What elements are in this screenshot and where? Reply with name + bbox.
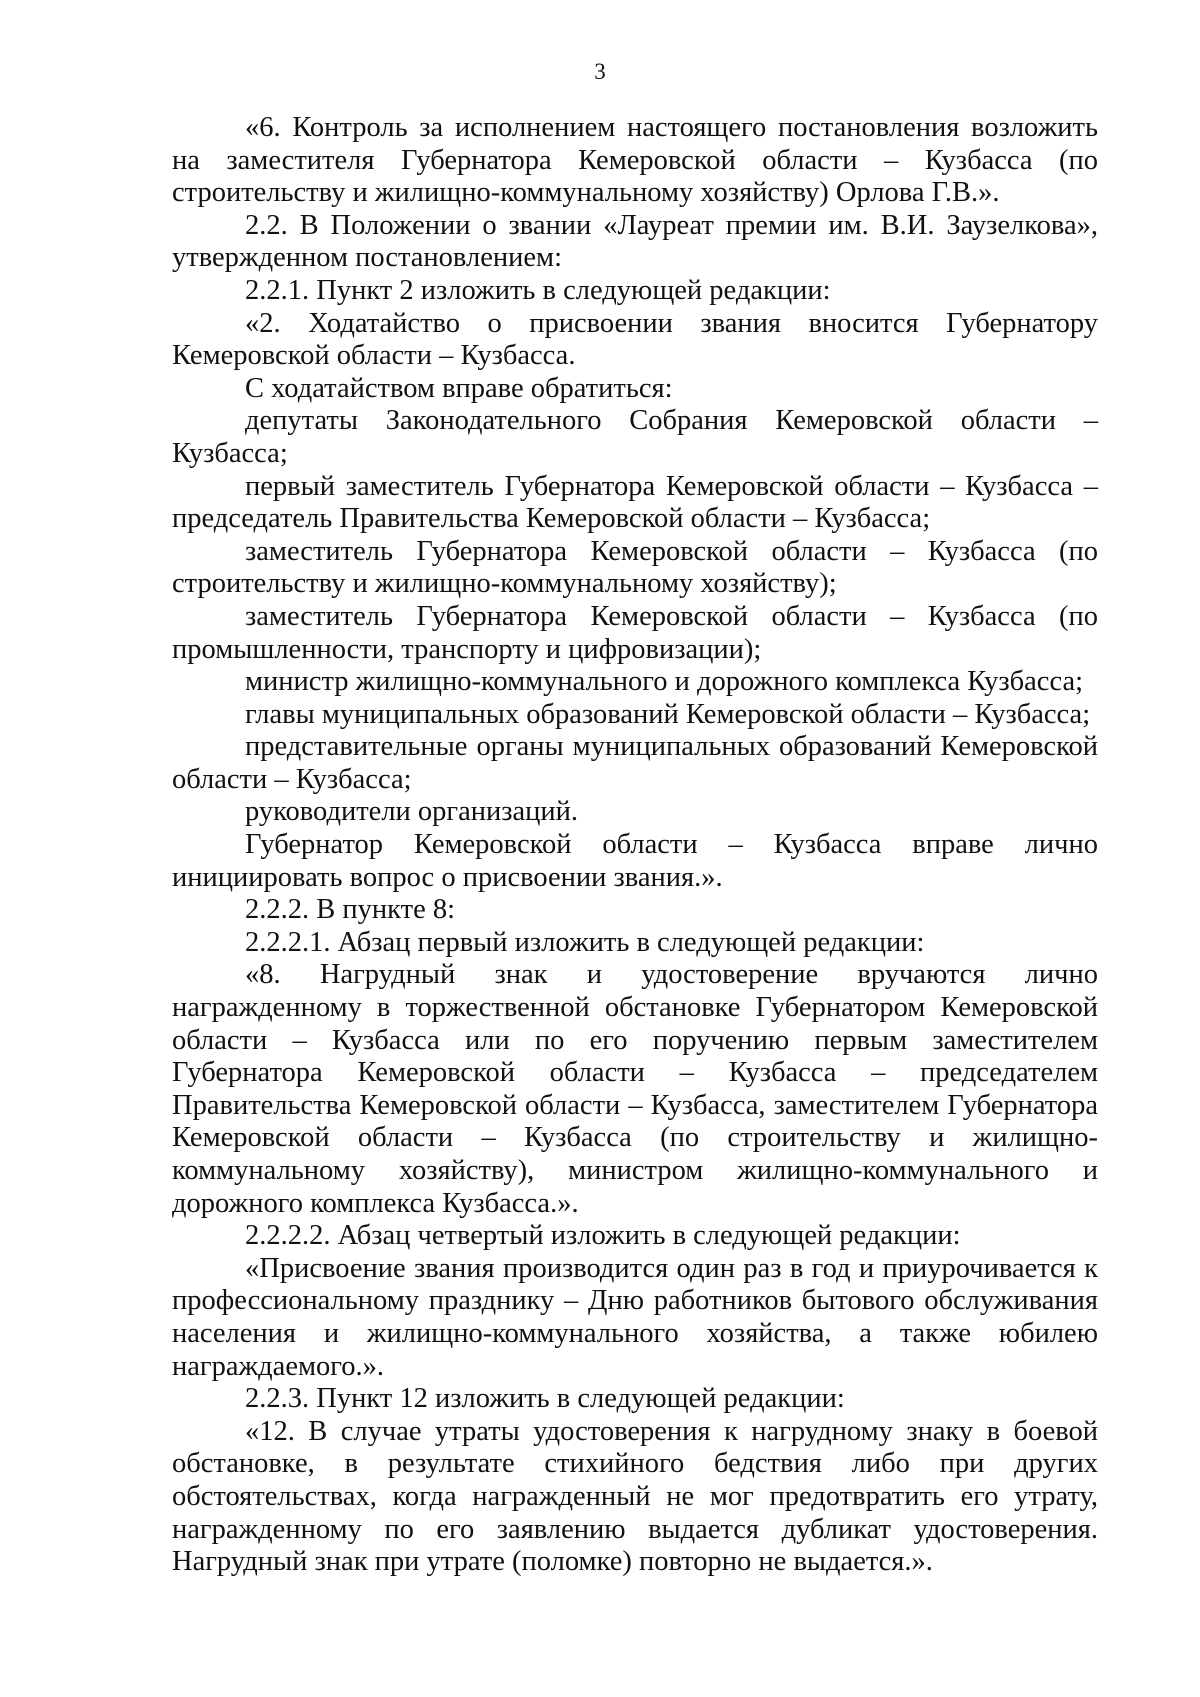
document-body (172, 112, 1098, 1579)
list-item-organization-heads: руководители организаций. (245, 796, 579, 828)
paragraph-point-12: «12. В случае утраты удостоверения к нагрудному знаку в боевой обстановке, в результате стихийного бедствия либо при других обстоятельствах, когда награжденный не мог предотвратить его утрату, награжденному по его заявлению выдается дубликат удостоверения. Нагрудный знак при утрате (поломке) повторно не выдается.». (172, 1415, 1098, 1578)
list-item-first-deputy: первый заместитель Губернатора Кемеровской области – Кузбасса – председатель Правительства Кемеровской области – Кузбасса; (172, 470, 1098, 535)
paragraph-2-2-3-heading: 2.2.3. Пункт 12 изложить в следующей редакции: (245, 1383, 845, 1415)
paragraph-governor-initiative: Губернатор Кемеровской области – Кузбасса вправе лично инициировать вопрос о присвоении звания.». (172, 829, 1098, 893)
list-item-municipal-heads: главы муниципальных образований Кемеровской области – Кузбасса; (245, 698, 1091, 730)
paragraph-2-2-2-1-heading: 2.2.2.1. Абзац первый изложить в следующей редакции: (245, 926, 925, 958)
paragraph-2-2-heading: 2.2. В Положении о звании «Лауреат премии им. В.И. Заузелкова», утвержденном постановлением: (172, 209, 1098, 274)
list-item-deputy-construction: заместитель Губернатора Кемеровской области – Кузбасса (по строительству и жилищно-коммунальному хозяйству); (172, 535, 1098, 600)
list-item-representative-bodies: представительные органы муниципальных образований Кемеровской области – Кузбасса; (172, 731, 1098, 795)
paragraph-2-2-2-2-heading: 2.2.2.2. Абзац четвертый изложить в следующей редакции: (245, 1220, 961, 1252)
list-item-deputies: депутаты Законодательного Собрания Кемеровской области – Кузбасса; (172, 405, 1098, 469)
paragraph-point-2: «2. Ходатайство о присвоении звания вносится Губернатору Кемеровской области – Кузбасса. (172, 307, 1098, 372)
list-item-minister: министр жилищно-коммунального и дорожного комплекса Кузбасса; (245, 666, 1084, 698)
page-number: 3 (594, 59, 606, 84)
paragraph-award-timing: «Присвоение звания производится один раз в год и приурочивается к профессиональному празднику – Дню работников бытового обслуживания населения и жилищно-коммунального хозяйства, а также юбилею награждаемого.». (172, 1252, 1098, 1382)
paragraph-2-2-1-heading: 2.2.1. Пункт 2 изложить в следующей редакции: (245, 274, 831, 306)
paragraph-petition-intro: С ходатайством вправе обратиться: (245, 372, 673, 404)
paragraph-control-clause: «6. Контроль за исполнением настоящего постановления возложить на заместителя Губернатора Кемеровской области – Кузбасса (по строительству и жилищно-коммунальному хозяйству) Орлова Г.В.». (172, 112, 1098, 209)
paragraph-point-8: «8. Нагрудный знак и удостоверение вручаются лично награжденному в торжественной обстановке Губернатором Кемеровской области – Кузбасса или по его поручению первым заместителем Губернатора Кемеровской области – Кузбасса – председателем Правительства Кемеровской области – Кузбасса, заместителем Губернатора Кемеровской области – Кузбасса (по строительству и жилищно-коммунальному хозяйству), министром жилищно-коммунального и дорожного комплекса Кузбасса.». (172, 959, 1098, 1219)
list-item-deputy-industry: заместитель Губернатора Кемеровской области – Кузбасса (по промышленности, транспорту и цифровизации); (172, 600, 1098, 665)
paragraph-2-2-2-heading: 2.2.2. В пункте 8: (245, 894, 456, 926)
